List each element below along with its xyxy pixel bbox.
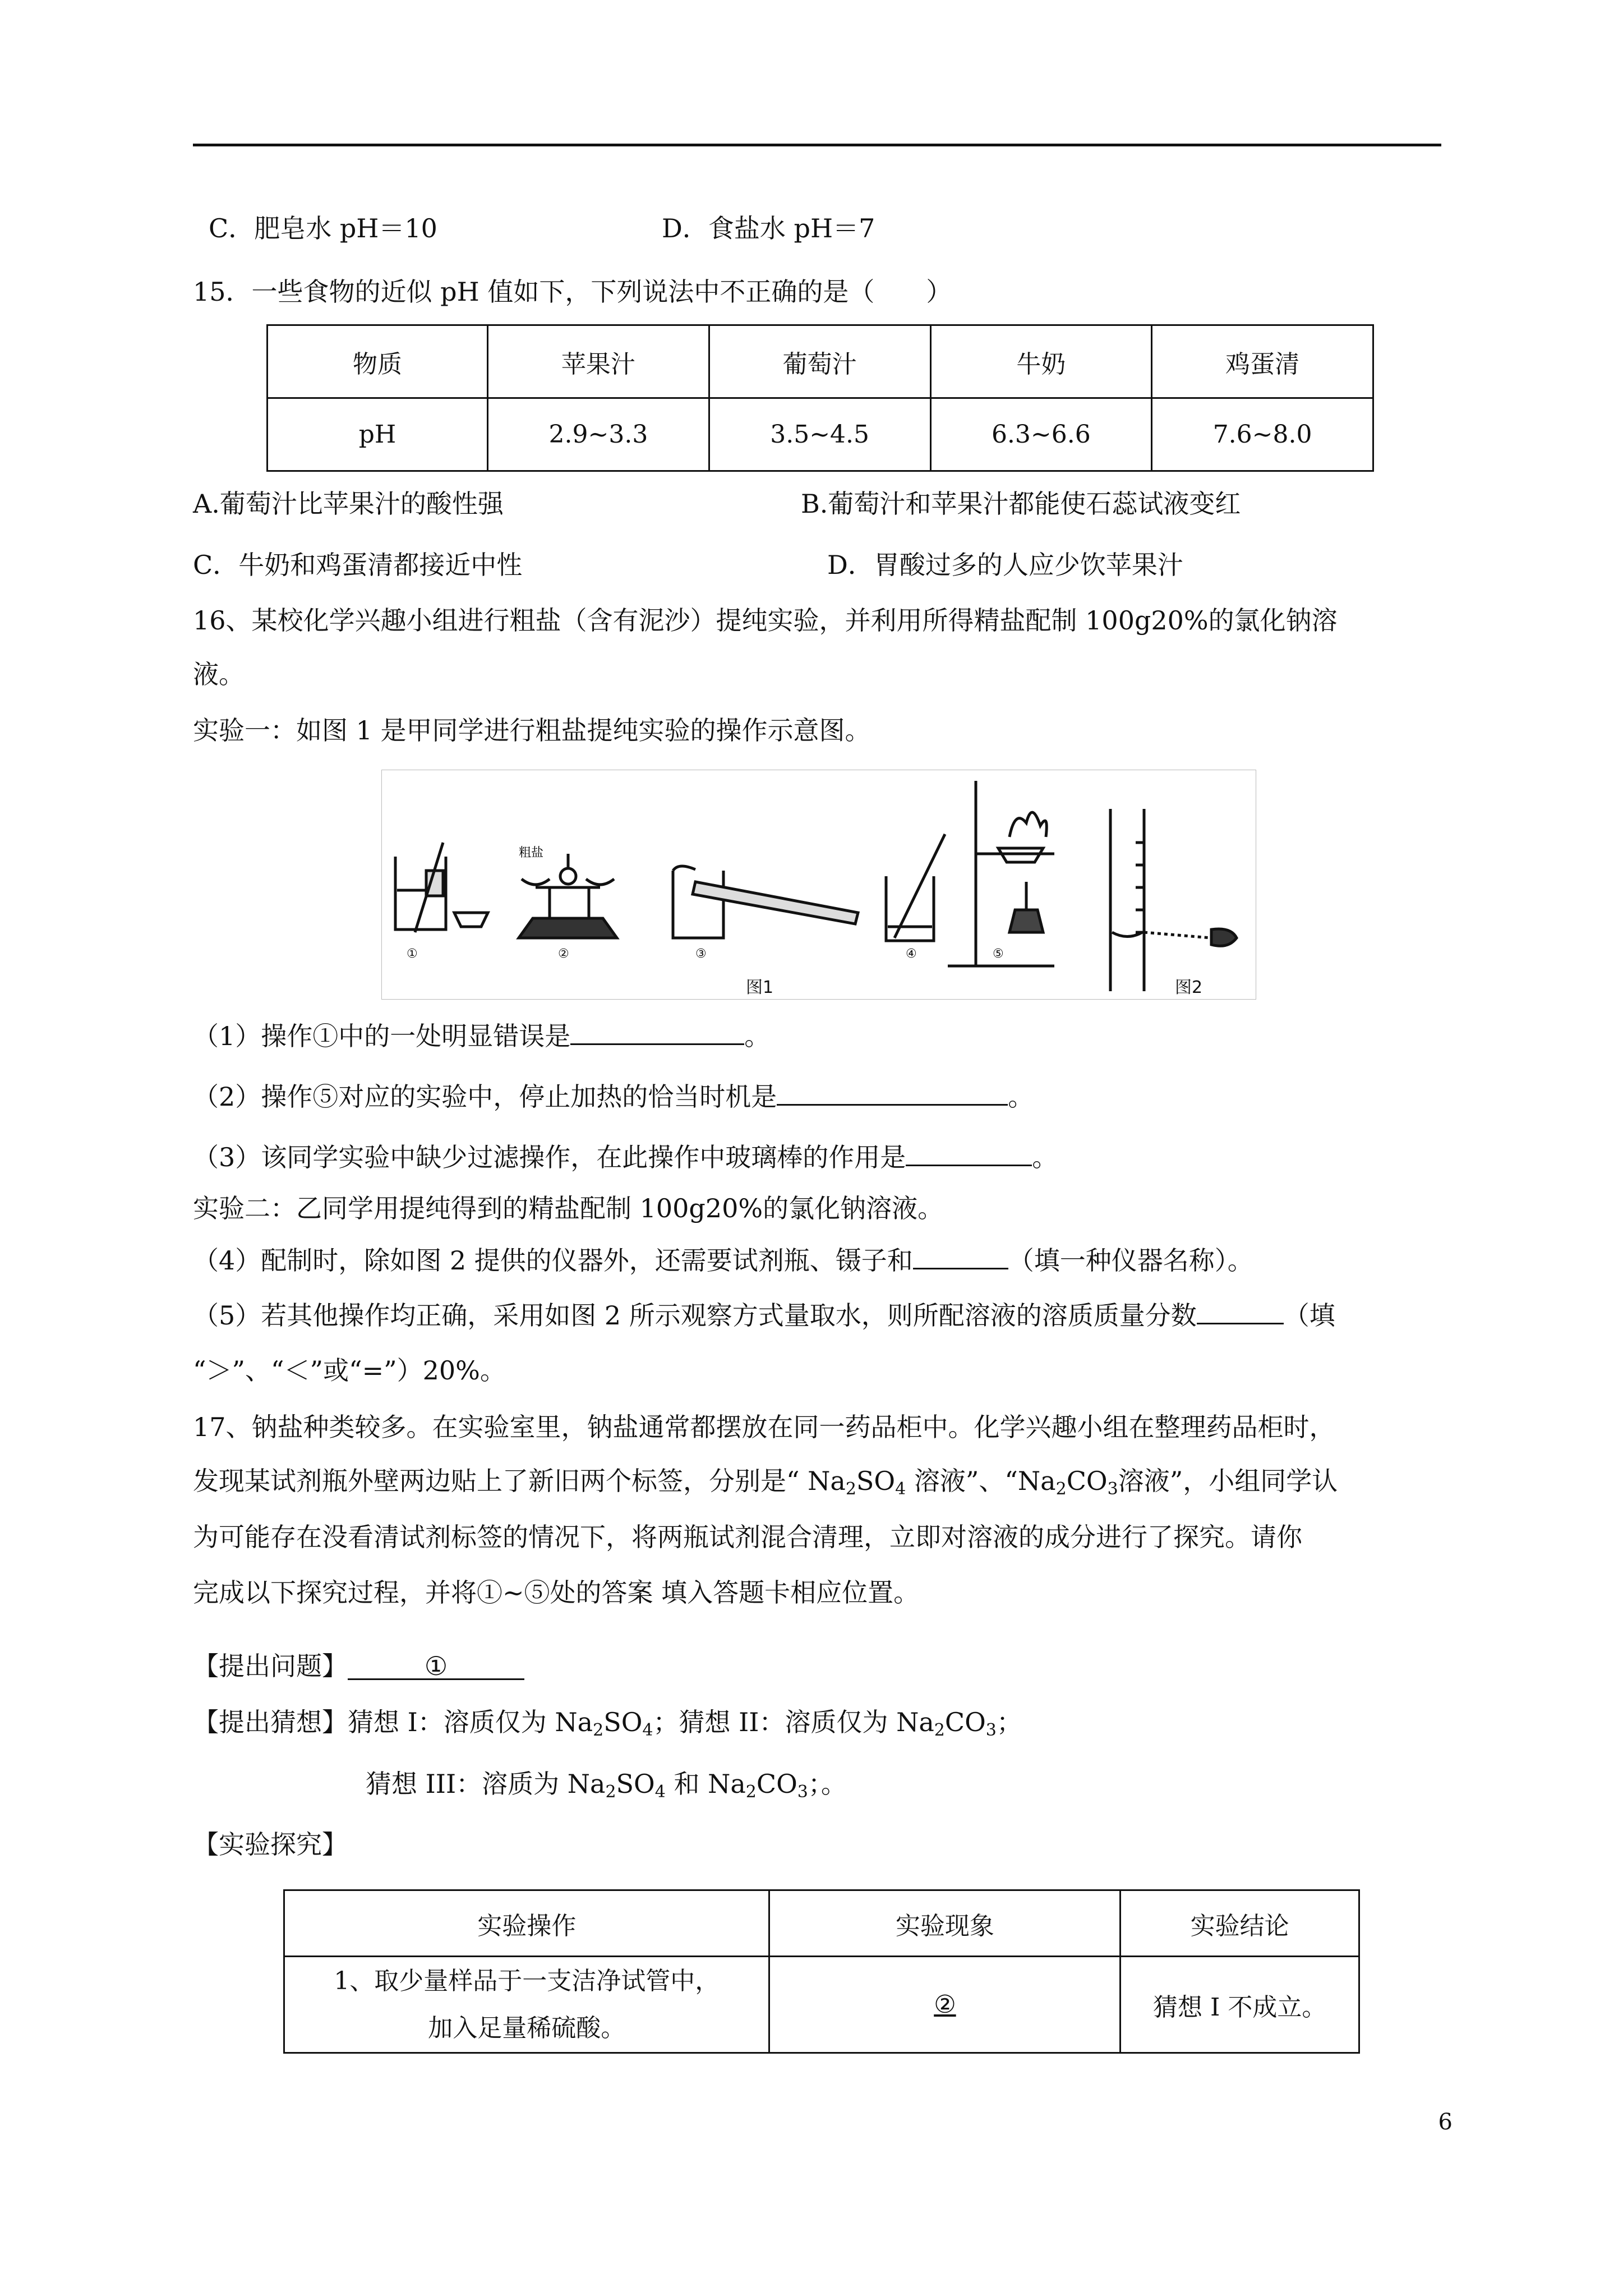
q17-explore-label: 【实验探究】 [193, 1829, 348, 1860]
q16-stem-line2: 液。 [193, 659, 245, 689]
q17-question [193, 1649, 524, 1683]
q17-experiment-table [283, 1889, 1360, 2054]
q16-sub5-line2: “＞”、“＜”或“=”）20%。 [193, 1355, 506, 1386]
q16-stem-line1: 16、某校化学兴趣小组进行粗盐（含有泥沙）提纯实验，并利用所得精盐配制 100g20%的氯化钠溶 [193, 605, 1338, 636]
option-d-salt-water: D．食盐水 pH＝7 [662, 213, 875, 243]
graduated-cylinder-icon [1110, 809, 1237, 991]
table-header-row [284, 1890, 1359, 1957]
q17-guess-line1: 【提出猜想】猜想 I：溶质仅为 $Na_2SO_4$；猜想 II：溶质仅为 $Na_2CO_3$； [193, 1707, 1022, 1740]
step1-dissolving-icon [395, 843, 488, 932]
q15-stem: 15．一些食物的近似 pH 值如下，下列说法中不正确的是（ ） [193, 277, 952, 307]
q15-option-a: A.葡萄汁比苹果汁的酸性强 [193, 489, 504, 519]
q16-sub1-text: （1）操作①中的一处明显错误是 [193, 1021, 571, 1051]
table-row [268, 398, 1373, 471]
guess-part: ；猜想 II：溶质仅为 Na [653, 1707, 934, 1737]
q16-sub4-end: （填一种仪器名称）。 [1008, 1245, 1253, 1276]
q16-experiment1: 实验一：如图 1 是甲同学进行粗盐提纯实验的操作示意图。 [193, 715, 871, 746]
option-c-soap: C．肥皂水 pH＝10 [209, 213, 437, 243]
q16-sub2-text: （2）操作⑤对应的实验中，停止加热的恰当时机是 [193, 1082, 777, 1112]
blank-marker: ② [934, 1990, 956, 2019]
step-label: ② [558, 947, 569, 961]
q17-line2-part: 发现某试剂瓶外壁两边贴上了新旧两个标签，分别是“ Na [193, 1466, 846, 1496]
table-cell: 7.6~8.0 [1152, 398, 1373, 471]
guess-part: 和 Na [665, 1769, 746, 1799]
table-row [284, 1957, 1359, 2053]
guess-part: CO [756, 1769, 797, 1799]
step2-balance-icon [519, 854, 617, 938]
table-cell: 鸡蛋清 [1152, 325, 1373, 398]
q15-option-b: B.葡萄汁和苹果汁都能使石蕊试液变红 [801, 489, 1241, 519]
table-cell: 牛奶 [930, 325, 1152, 398]
table-cell: 物质 [268, 325, 488, 398]
step3-pouring-icon [673, 866, 858, 938]
q17-line3: 为可能存在没看清试剂标签的情况下，将两瓶试剂混合清理，立即对溶液的成分进行了探究。请你 [193, 1522, 1302, 1552]
figure2-caption: 图2 [1175, 978, 1203, 997]
q17-guess-line2: 猜想 III：溶质为 $Na_2SO_4$ 和 $Na_2CO_3$；。 [366, 1769, 847, 1802]
answer-blank[interactable] [913, 1243, 1008, 1269]
step5-evaporating-icon [948, 781, 1054, 966]
q15-option-d: D．胃酸过多的人应少饮苹果汁 [827, 550, 1183, 580]
q16-sub3-end: 。 [1032, 1142, 1058, 1172]
q17-line2-part: CO [1066, 1466, 1108, 1496]
blank-marker: ① [424, 1651, 448, 1681]
q17-line4: 完成以下探究过程，并将①~⑤处的答案 填入答题卡相应位置。 [193, 1577, 920, 1608]
table-cell: 3.5~4.5 [709, 398, 930, 471]
q15-ph-table [266, 324, 1374, 472]
step4-stirring-icon [886, 834, 945, 941]
q16-sub5 [193, 1298, 1335, 1332]
guess-part: SO [603, 1707, 643, 1737]
q16-sub4-text: （4）配制时，除如图 2 提供的仪器外，还需要试剂瓶、镊子和 [193, 1245, 913, 1276]
q16-experiment2: 实验二：乙同学用提纯得到的精盐配制 100g20%的氯化钠溶液。 [193, 1193, 944, 1223]
table-cell [284, 1957, 769, 2053]
q16-sub3-text: （3）该同学实验中缺少过滤操作，在此操作中玻璃棒的作用是 [193, 1142, 906, 1172]
q17-line2-part: 溶液”，小组同学认 [1118, 1466, 1338, 1496]
step-label: ① [407, 947, 418, 961]
guess-part: SO [616, 1769, 655, 1799]
q17-line2-part: SO [856, 1466, 896, 1496]
question-label: 【提出问题】 [193, 1651, 348, 1681]
q16-sub5-end: （填 [1283, 1300, 1335, 1331]
step-label: ③ [695, 947, 707, 961]
answer-blank[interactable] [906, 1140, 1032, 1166]
table-cell: 实验结论 [1121, 1890, 1359, 1957]
guess-part: 猜想 III：溶质为 Na [366, 1769, 606, 1799]
answer-blank[interactable] [570, 1019, 744, 1045]
answer-blank[interactable] [348, 1651, 524, 1681]
guess-part: CO [944, 1707, 986, 1737]
operation-line: 1、取少量样品于一支洁净试管中， [334, 1966, 720, 1995]
table-cell: 猜想 I 不成立。 [1121, 1957, 1359, 2053]
guess-part: 猜想 I：溶质仅为 Na [348, 1707, 593, 1737]
q17-line2: 发现某试剂瓶外壁两边贴上了新旧两个标签，分别是“ $Na_2SO_4$ 溶液”、“$Na_2CO_3$溶液”，小组同学认 [193, 1466, 1338, 1499]
crude-salt-label: 粗盐 [519, 846, 544, 860]
table-cell: pH [268, 398, 488, 471]
q16-sub5-text: （5）若其他操作均正确，采用如图 2 所示观察方式量取水，则所配溶液的溶质质量分数 [193, 1300, 1197, 1331]
step-label: ⑤ [993, 947, 1004, 961]
q16-sub4 [193, 1243, 1253, 1277]
q16-sub2 [193, 1079, 1034, 1114]
table-cell [769, 1957, 1121, 2053]
figure1-caption: 图1 [746, 978, 774, 997]
answer-blank[interactable] [777, 1079, 1008, 1106]
table-cell: 6.3~6.6 [930, 398, 1152, 471]
guess-part: ； [996, 1707, 1022, 1737]
table-header-row [268, 325, 1373, 398]
q16-sub2-end: 。 [1008, 1082, 1034, 1112]
q15-option-c: C．牛奶和鸡蛋清都接近中性 [193, 550, 523, 580]
table-cell: 实验操作 [284, 1890, 769, 1957]
table-cell: 苹果汁 [488, 325, 709, 398]
guess-part: ；。 [808, 1769, 847, 1799]
guess-label: 【提出猜想】 [193, 1707, 348, 1737]
table-cell: 实验现象 [769, 1890, 1121, 1957]
q16-sub1 [193, 1019, 770, 1053]
q16-sub3 [193, 1140, 1058, 1174]
header-rule [193, 144, 1441, 146]
step-label: ④ [906, 947, 917, 961]
q17-line2-part: 溶液”、“Na [906, 1466, 1056, 1496]
page-number: 6 [1438, 2109, 1453, 2135]
q16-sub1-end: 。 [744, 1021, 771, 1051]
q17-line1: 17、钠盐种类较多。在实验室里，钠盐通常都摆放在同一药品柜中。化学兴趣小组在整理药品柜时， [193, 1412, 1335, 1442]
operation-line: 加入足量稀硫酸。 [428, 2013, 626, 2042]
table-cell: 葡萄汁 [709, 325, 930, 398]
answer-blank[interactable] [1197, 1298, 1284, 1324]
lab-apparatus-figure [381, 770, 1256, 1000]
table-cell: 2.9~3.3 [488, 398, 709, 471]
